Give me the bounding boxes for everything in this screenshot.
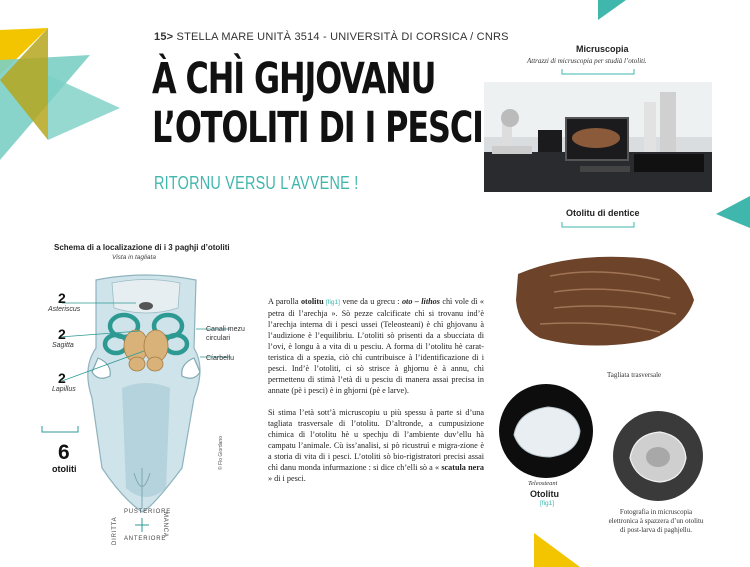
illustration-credit: © Flo Giordano <box>218 436 224 470</box>
decor-bottom-triangle <box>534 533 580 567</box>
microscopy-title: Micruscopia <box>576 44 629 54</box>
teleosteani-caption: Teleosteani <box>528 480 558 487</box>
emphasis-text: oto – lithos <box>401 297 440 306</box>
total-count: 6 <box>58 441 70 464</box>
emphasis-text: scatula nera <box>441 463 484 472</box>
schema-title: Schema di a localizazione di i 3 paghji d’otoliti <box>54 243 230 252</box>
compass-cross-icon <box>134 517 150 533</box>
ciarbellu-label: Cíarbellu <box>206 355 235 362</box>
dentice-title: Otolitu di dentice <box>566 208 640 218</box>
figure-reference: [fig1] <box>540 500 555 507</box>
title-line-2: L’OTOLITI DI I PESCI <box>152 103 483 153</box>
schema-subtitle: Vista in tagliata <box>112 254 156 261</box>
otolith-photo <box>498 383 594 479</box>
body-text: vene da u grecu : <box>339 297 402 306</box>
section-caption: Tagliata trasversale <box>607 371 662 379</box>
decor-right-triangle <box>716 196 750 232</box>
canali-label: Canali mezu circulari <box>206 326 245 342</box>
decor-left-triangles <box>0 0 150 220</box>
microscope-photo <box>484 82 712 192</box>
title-line-1: À CHÌ GHJOVANU <box>152 54 436 104</box>
sem-caption: Fotografia in micruscopia elettronica à spazzera d’un otolitu di post-larva di paghjellu. <box>608 508 704 534</box>
article-body <box>268 296 484 495</box>
kicker <box>154 31 509 43</box>
page-number: 15> <box>154 31 174 43</box>
dentice-bracket <box>560 221 636 229</box>
sem-otolith-photo <box>612 410 704 502</box>
compass-left: DIRITTA <box>112 516 118 545</box>
total-bracket <box>40 424 80 434</box>
asteriscus-count: 2 <box>58 290 66 306</box>
compass-right: MANCA <box>162 512 168 538</box>
lapillus-count: 2 <box>58 370 66 386</box>
compass-top: PUSTERIORE <box>124 509 172 515</box>
page-title <box>152 55 483 153</box>
emphasis-text: otolitu <box>300 297 324 306</box>
sagitta-count: 2 <box>58 326 66 342</box>
otolith-section-photo <box>510 240 698 362</box>
microscopy-subtitle: Attrazzi di micruscopia per studià l’otoliti. <box>527 57 647 65</box>
body-text: » di i pesci. <box>268 474 306 483</box>
decor-top-triangle <box>590 0 630 22</box>
paragraph-1 <box>268 296 484 396</box>
body-text: Si stima l’età sott’à micruscopiu u più spessu à parte si d’una tagliata trasversale di l’otolitu. D’altronde, a cumpusizione chimica di l’otolitu hè u spechju di l’ambiente duv’ellu hà campatu l’animale. Cù iss’analisi, si pò ricustruì e migra-zione è a storia di vita di i pesci. L’otoliti sò bio-rigistratori precisi assai chì danu monda infurmazione : si dice ch’elli sò a « <box>268 408 484 472</box>
page-subtitle: RITORNU VERSU L’AVVENE ! <box>154 173 359 193</box>
lapillus-label: Lapillus <box>52 386 76 393</box>
paragraph-2 <box>268 407 484 484</box>
asteriscus-label: Asteriscus <box>48 306 81 313</box>
otolitu-caption: Otolitu <box>530 489 559 499</box>
kicker-text: STELLA MARE UNITÀ 3514 - UNIVERSITÀ DI CORSICA / CNRS <box>176 31 509 43</box>
body-text: chì vole dì « petra di l’arechja ». Sò pezze calcificate chì si trovanu ind’è l’arechja interna di i pesci ussei (Teleosteani) è chì ghjovanu à l’audizione è l’equilibriu. L’otoliti sò prisenti da a sbucciata di l’ovi, è longu à a vita di u pesciu. A forma di l’otolitu hè carat-teristica di a spezia, ciò chì cuntribuisce à l’identificazione di i pesci. Ind’è l’otoliti, ci sò strisce à ghjornu è à annu, chì permettenu di stimà l’età di u pesciu di manera assai precisa in annate (pè i pesci) è in ghjorni (pè e larve). <box>268 297 485 395</box>
compass-bottom: ANTERIORE <box>124 536 167 542</box>
sagitta-label: Sagitta <box>52 342 74 349</box>
figure-reference: [fig1] <box>323 299 340 306</box>
body-text: A parolla <box>268 297 301 306</box>
total-label: otoliti <box>52 464 77 474</box>
microscopy-bracket <box>560 68 636 76</box>
